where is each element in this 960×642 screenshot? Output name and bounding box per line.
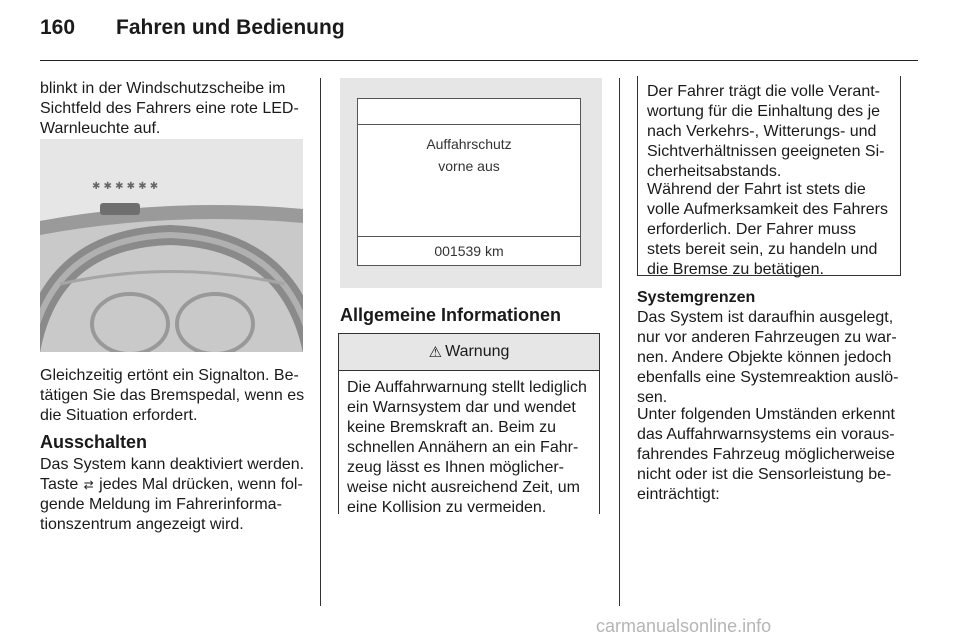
display-message-line2: vorne aus [438, 158, 500, 174]
responsibility-paragraph: Der Fahrer trägt die volle Verant- wortung für die Einhaltung des je nach Verkehrs-, Witterungs- und Sichtverhältnissen geeigneten Si- cherheitsabstands. [647, 83, 885, 180]
warning-box-right-border [599, 371, 600, 514]
page-number: 160 [40, 16, 76, 39]
svg-text:✱ ✱ ✱ ✱ ✱ ✱: ✱ ✱ ✱ ✱ ✱ ✱ [92, 181, 159, 192]
page-title: Fahren und Bedienung [116, 16, 345, 39]
conditions-paragraph: Unter folgenden Umständen erkennt das Auffahrwarnsystems ein voraus- fahrendes Fahrzeug möglicherweise nicht oder ist die Sensorleistung be- einträchtigt: [637, 406, 895, 503]
column-divider-1 [320, 78, 321, 606]
attention-paragraph: Während der Fahrt ist stets die volle Aufmerksamkeit des Fahrers erforderlich. Der Fahrer muss stets bereit sein, zu handeln und die Bremse zu betätigen. [647, 181, 888, 278]
warning-label: Warnung [445, 343, 510, 360]
column-divider-2 [619, 78, 620, 606]
warning-box-left-border [338, 371, 339, 514]
intro-paragraph: blinkt in der Windschutzscheibe im Sichtfeld des Fahrers eine rote LED- Warnleuchte auf. [40, 80, 299, 137]
display-message-line1: Auffahrschutz [426, 136, 512, 152]
warning-triangle-icon: ⚠ [428, 344, 443, 361]
watermark: carmanualsonline.info [596, 616, 772, 636]
subheading-systemgrenzen: Systemgrenzen [637, 289, 756, 306]
collision-alert-button-icon: ⇄ [83, 478, 94, 492]
display-bottom-line [357, 236, 581, 237]
windshield-led-illustration [40, 139, 303, 352]
display-odometer: 001539 km [434, 243, 504, 259]
warning-header [338, 333, 600, 371]
section-heading-allgemeine-informationen: Allgemeine Informationen [340, 305, 562, 325]
system-limits-paragraph: Das System ist darauf‌hin ausgelegt, nur vor anderen Fahrzeugen zu war- nen. Andere Objekte können jedoch ebenfalls eine Systemreaktion auslö- sen. [637, 309, 899, 406]
header-divider [40, 60, 918, 61]
signal-paragraph: Gleichzeitig ertönt ein Signalton. Be- tätigen Sie das Bremspedal, wenn es die Situation erfordert. [40, 367, 305, 424]
section-heading-ausschalten: Ausschalten [40, 432, 148, 452]
warning-text: Die Auffahrwarnung stellt lediglich ein Warnsystem dar und wendet keine Bremskraft an. Beim zu schnellen Annähern an ein Fahr- zeug lässt es Ihnen möglicher- weise nicht ausreichend Zeit, um eine Kollision zu vermeiden. [347, 379, 587, 516]
ausschalten-paragraph: Das System kann deaktiviert werden. Taste ⇄ jedes Mal drücken, wenn fol- gende Meldung im Fahrerinforma- tionszentrum angezeigt wird. [40, 456, 305, 533]
display-top-line [357, 124, 581, 125]
